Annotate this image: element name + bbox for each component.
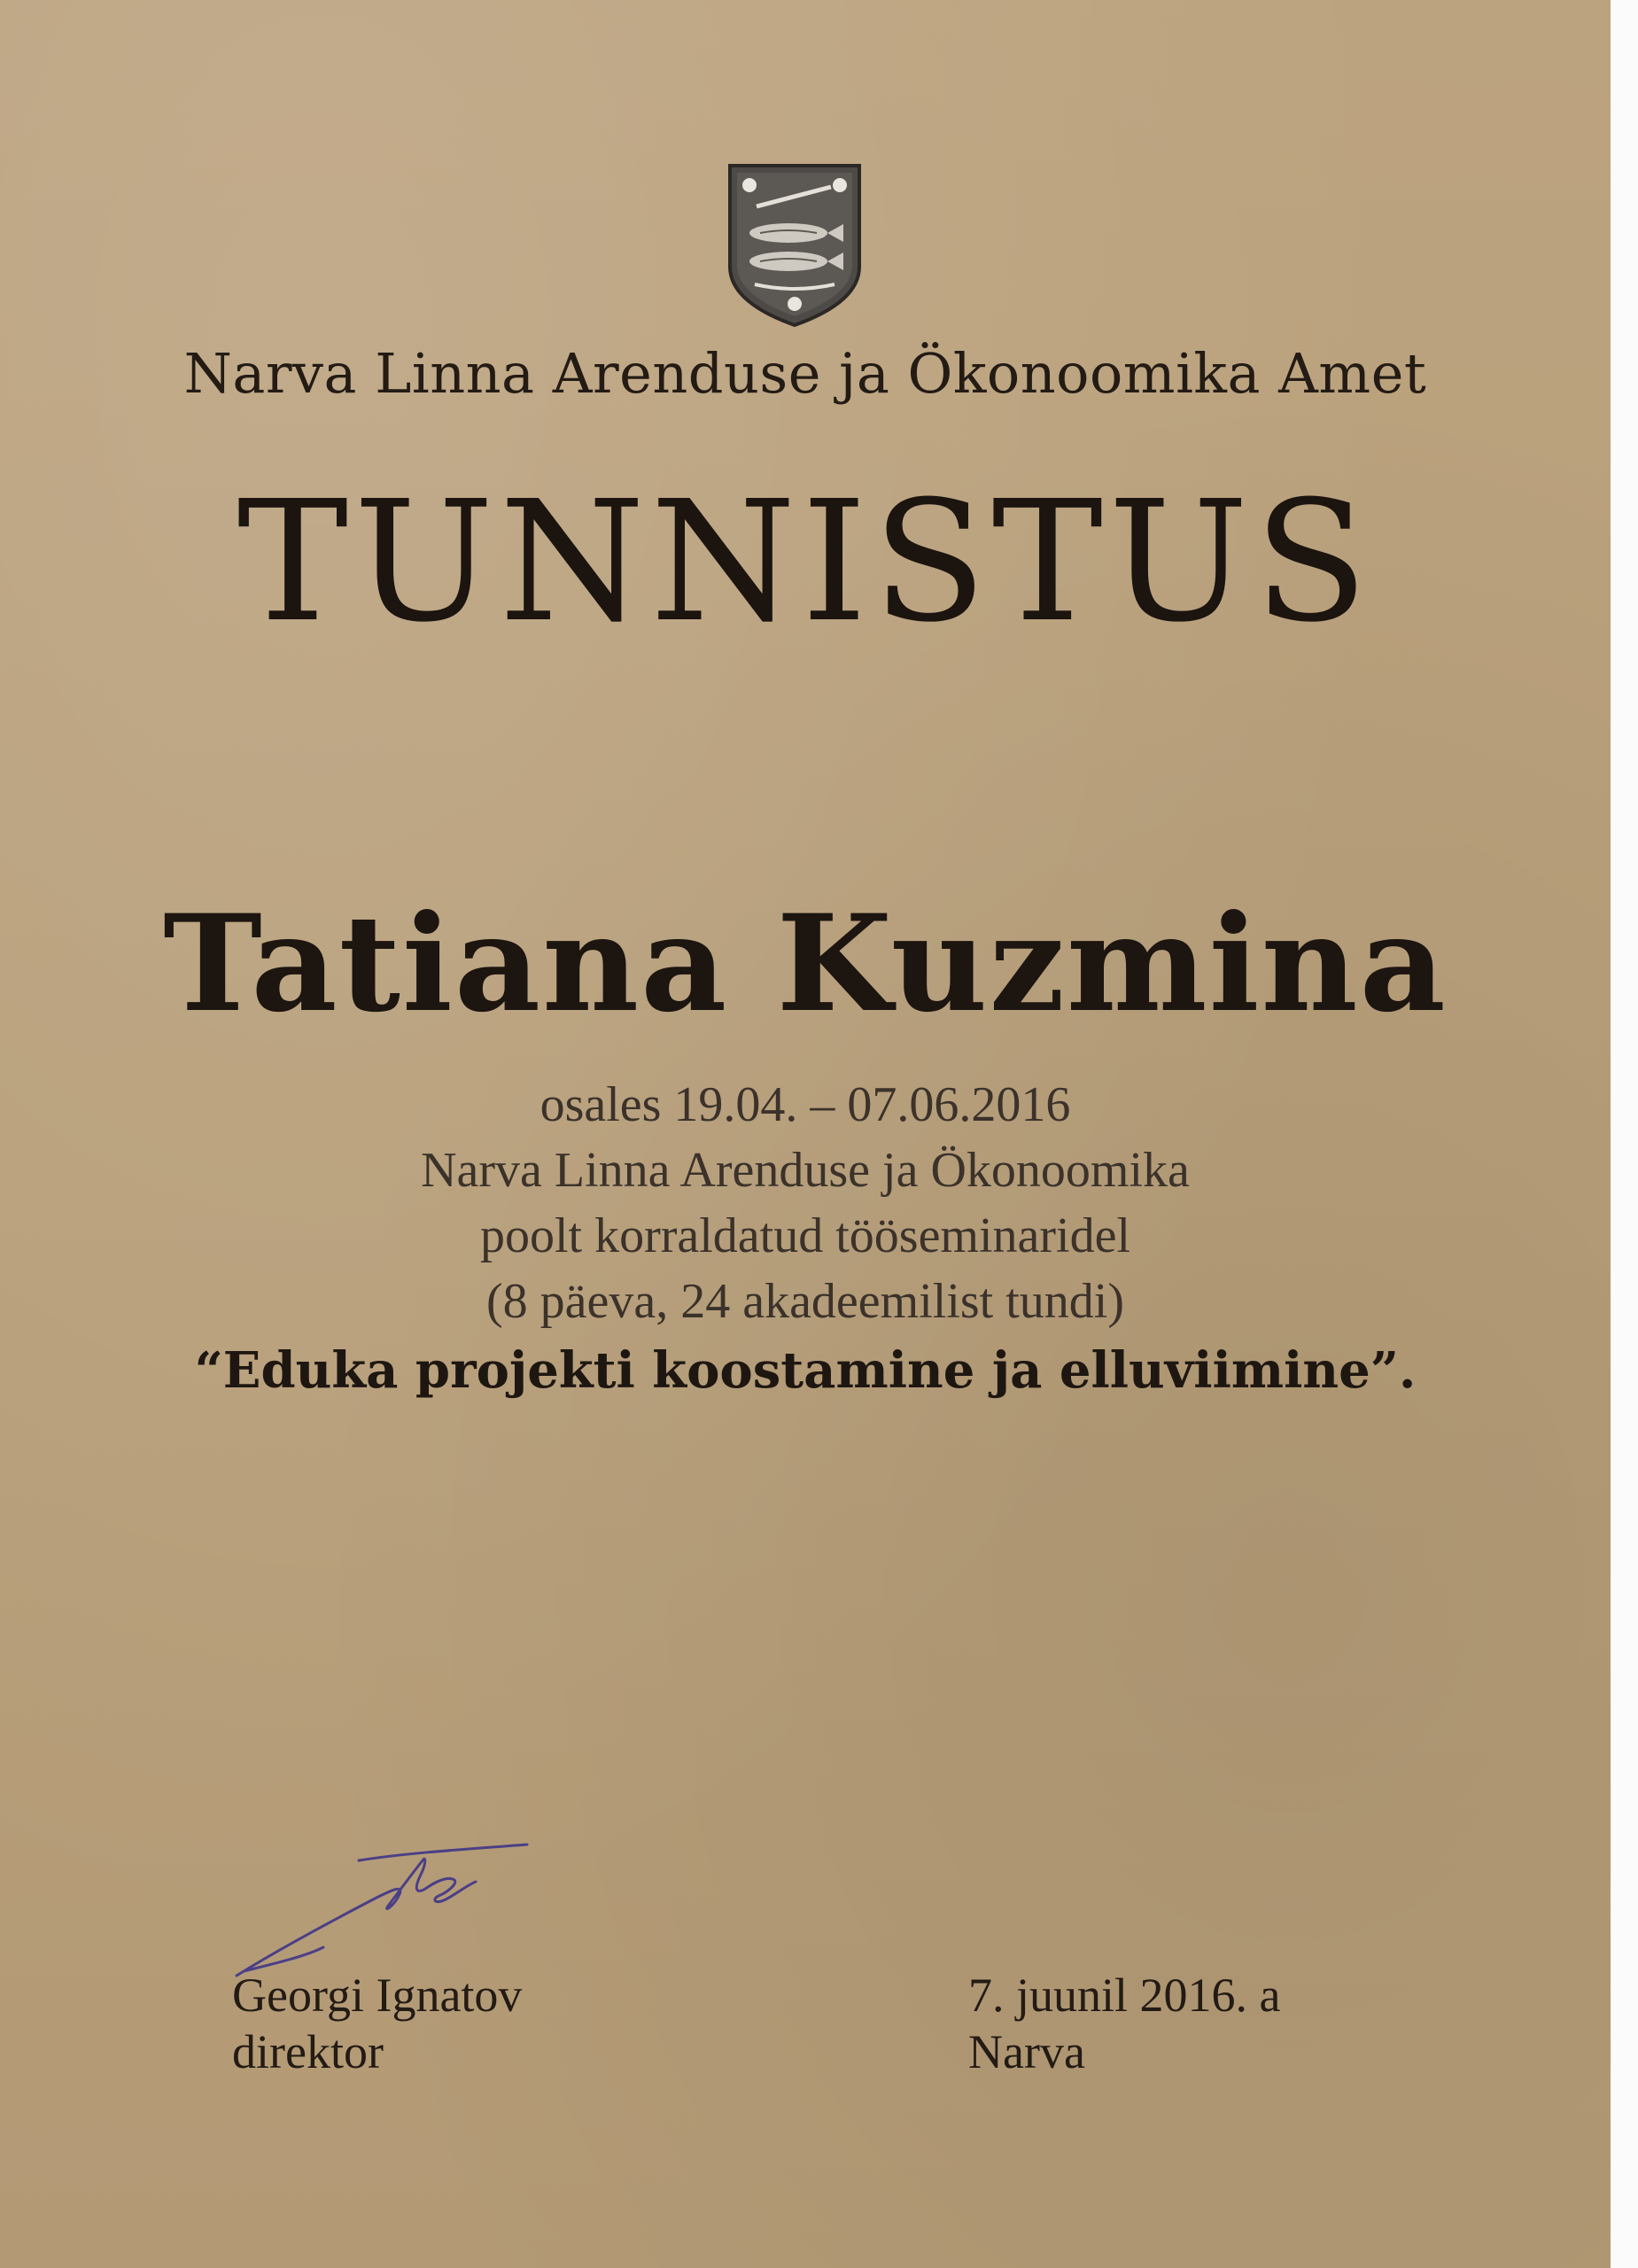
participation-dates: osales 19.04. – 07.06.2016 <box>540 1077 1071 1132</box>
duration-line: (8 päeva, 24 akadeemilist tundi) <box>486 1274 1124 1329</box>
certificate-body <box>0 1072 1611 1334</box>
issuing-agency: Narva Linna Arenduse ja Ökonoomika Amet <box>183 341 1427 406</box>
signer-role: direktor <box>232 2025 384 2078</box>
signer-name: Georgi Ignatov <box>232 1969 523 2022</box>
coat-of-arms-icon <box>725 160 865 329</box>
issue-block <box>968 1967 1280 2080</box>
seminar-line: poolt korraldatud tööseminaridel <box>479 1208 1131 1263</box>
organizer-line: Narva Linna Arenduse ja Ökonoomika <box>421 1143 1190 1198</box>
course-title: “Eduka projekti koostamine ja elluviimine”. <box>194 1341 1417 1400</box>
issue-date: 7. juunil 2016. a <box>968 1969 1281 2022</box>
issue-place: Narva <box>968 2025 1085 2078</box>
recipient-name: Tatiana Kuzmina <box>163 886 1448 1042</box>
scan-margin <box>1611 0 1638 2268</box>
signer-block <box>232 1967 522 2080</box>
signature-icon <box>226 1843 545 1984</box>
certificate-title: TUNNISTUS <box>237 465 1374 659</box>
